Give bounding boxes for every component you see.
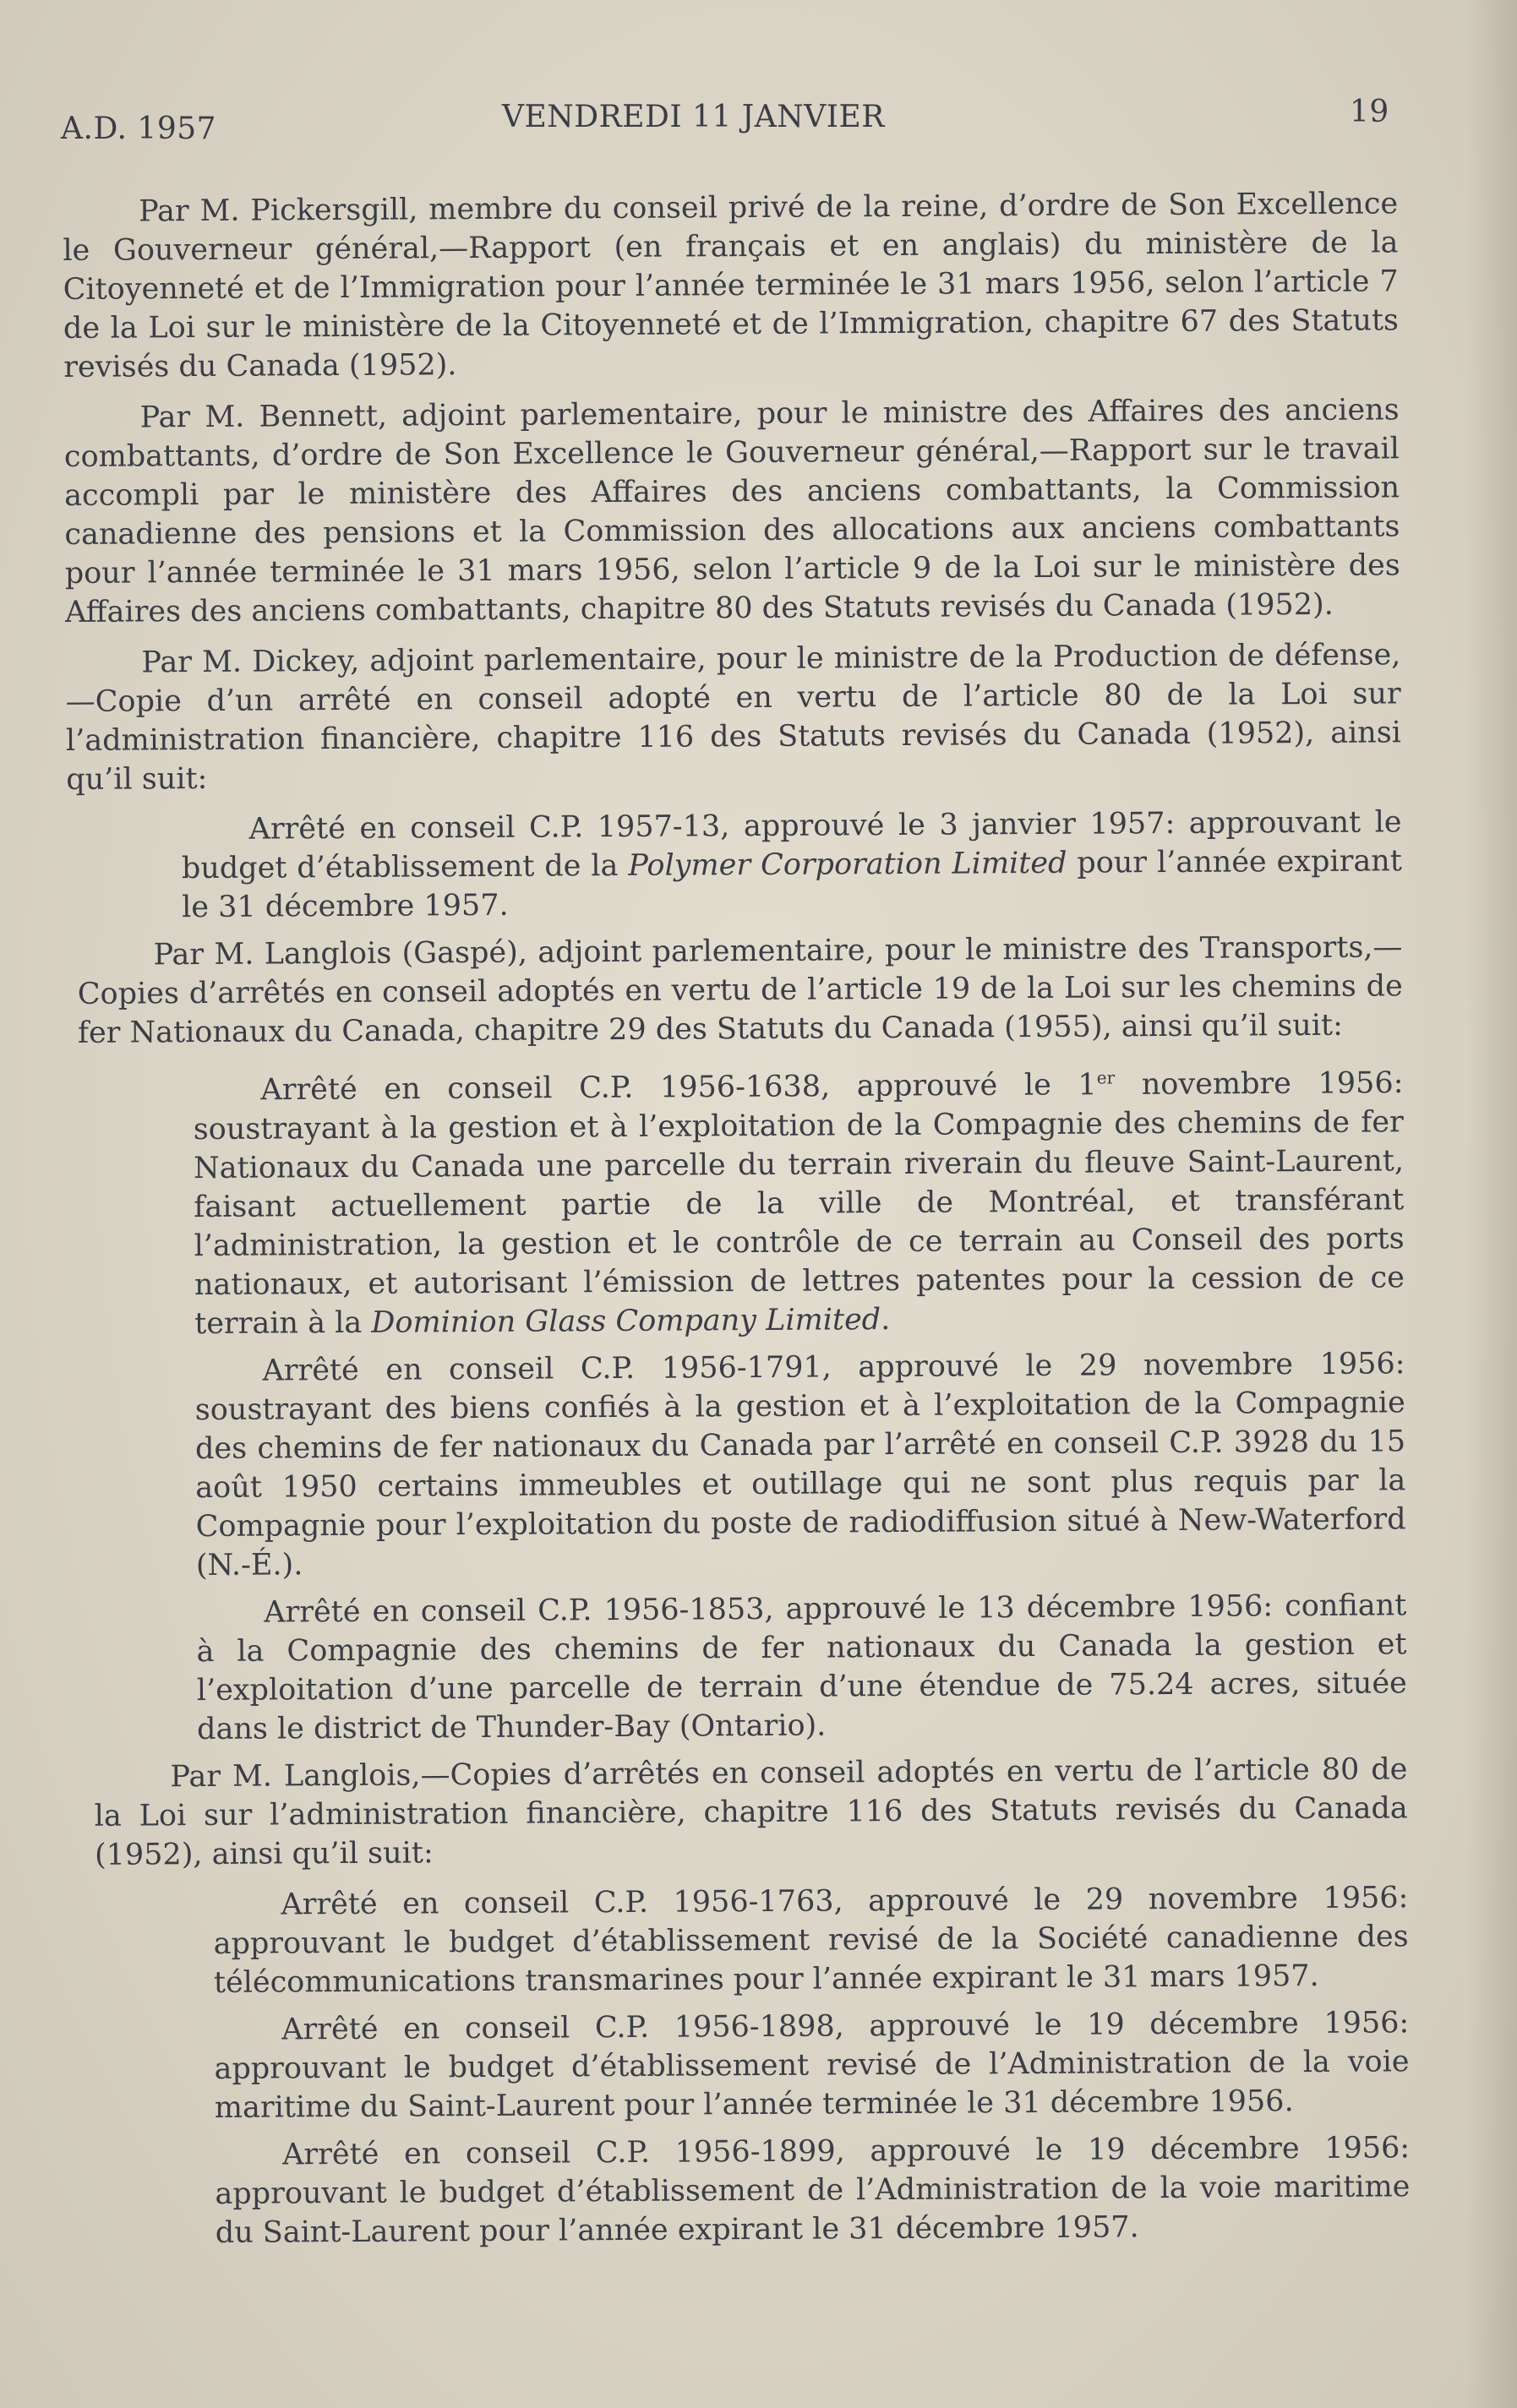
order-1638-superscript: er <box>1096 1067 1116 1088</box>
order-1638-text-b: novembre 1956: soustrayant à la gestion et à l’exploitation de la Compagnie des chemins de fer Nationaux du Canada une parcelle du terrain riverain du fleuve Saint-Laurent, faisant actuellement partie de la ville de Montréal, et transférant l’administration, la gestion et le contrôle de ce terrain au Conseil des ports nationaux, et autorisant l’émission de lettres patentes pour la cession de ce terrain à la <box>193 1065 1405 1341</box>
order-1956-1638 <box>68 1056 1405 1343</box>
order-polymer-company: Polymer Corporation Limited <box>628 846 1067 883</box>
paragraph-langlois: Par M. Langlois,—Copies d’arrêtés en conseil adoptés en vertu de l’article 80 de la Loi sur l’administration financière, chapitre 116 des Statuts revisés du Canada (1952), ainsi qu’il suit: <box>94 1752 1408 1872</box>
order-1956-1791: Arrêté en conseil C.P. 1956-1791, approuvé le 29 novembre 1956: soustrayant des biens confiés à la gestion et à l’exploitation de la Compagnie des chemins de fer nationaux du Canada par l’arrêté en conseil C.P. 3928 du 15 août 1950 certains immeubles et outillage qui ne sont plus requis par la Compagnie pour l’exploitation du poste de radiodiffusion situé à New-Waterford (N.-É.). <box>194 1346 1406 1583</box>
order-1956-1763: Arrêté en conseil C.P. 1956-1763, approuvé le 29 novembre 1956: approuvant le budget d’établissement revisé de la Société canadienne des télécommunications transmarines pour l’année expirant le 31 mars 1957. <box>213 1880 1409 2000</box>
order-1638-text-a: Arrêté en conseil C.P. 1956-1638, approuvé le 1 <box>260 1068 1097 1108</box>
order-1956-1898: Arrêté en conseil C.P. 1956-1898, approuvé le 19 décembre 1956: approuvant le budget d’établissement revisé de l’Administration de la voie maritime du Saint-Laurent pour l’année terminée le 31 décembre 1956. <box>214 2005 1410 2125</box>
paragraph-pickersgill: Par M. Pickersgill, membre du conseil privé de la reine, d’ordre de Son Excellence le Gouverneur général,—Rapport (en français et en anglais) du ministère de la Citoyenneté et de l’Immigration pour l’année terminée le 31 mars 1956, selon l’article 7 de la Loi sur le ministère de la Citoyenneté et de l’Immigration, chapitre 67 des Statuts revisés du Canada (1952). <box>63 187 1400 384</box>
page-body <box>63 184 1411 2261</box>
order-1638-company: Dominion Glass Company Limited <box>371 1302 881 1340</box>
page-number: 19 <box>1350 95 1389 129</box>
paragraph-bennett: Par M. Bennett, adjoint parlementaire, pour le ministre des Affaires des anciens combattants, d’ordre de Son Excellence le Gouverneur général,—Rapport sur le travail accompli par le ministère des Affaires des anciens combattants, la Commission canadienne des pensions et la Commission des allocations aux anciens combattants pour l’année terminée le 31 mars 1956, selon l’article 9 de la Loi sur le ministère des Affaires des anciens combattants, chapitre 80 des Statuts revisés du Canada (1952). <box>63 393 1400 629</box>
order-polymer <box>66 803 1402 928</box>
header-year: A.D. 1957 <box>61 112 217 146</box>
paragraph-dickey: Par M. Dickey, adjoint parlementaire, pour le ministre de la Production de défense,—Copie d’un arrêté en conseil adopté en vertu de l’article 80 de la Loi sur l’administration financière, chapitre 116 des Statuts revisés du Canada (1952), ainsi qu’il suit: <box>65 638 1402 797</box>
order-1956-1899: Arrêté en conseil C.P. 1956-1899, approuvé le 19 décembre 1956: approuvant le budget d’établissement de l’Administration de la voie maritime du Saint-Laurent pour l’année expirant le 31 décembre 1957. <box>215 2130 1411 2250</box>
paragraph-langlois-gaspe: Par M. Langlois (Gaspé), adjoint parlementaire, pour le ministre des Transports,—Copies d’arrêtés en conseil adoptés en vertu de l’article 19 de la Loi sur les chemins de fer Nationaux du Canada, chapitre 29 des Statuts du Canada (1955), ainsi qu’il suit: <box>77 930 1403 1050</box>
header-date: VENDREDI 11 JANVIER <box>502 100 885 134</box>
order-1956-1853: Arrêté en conseil C.P. 1956-1853, approuvé le 13 décembre 1956: confiant à la Compagnie des chemins de fer nationaux du Canada la gestion et l’exploitation d’une parcelle de terrain d’une étendue de 75.24 acres, située dans le district de Thunder-Bay (Ontario). <box>196 1588 1407 1746</box>
order-polymer-text-start: Arrêté en conseil C.P. 1957-13, approuvé le 3 janvier 1957: approuvant le budget d’établissement de la <box>181 805 1402 886</box>
page-header <box>61 95 1396 145</box>
order-polymer-text-end: pour l’année expirant le 31 décembre 1957. <box>182 844 1402 925</box>
order-1638-text-end: . <box>881 1302 891 1337</box>
